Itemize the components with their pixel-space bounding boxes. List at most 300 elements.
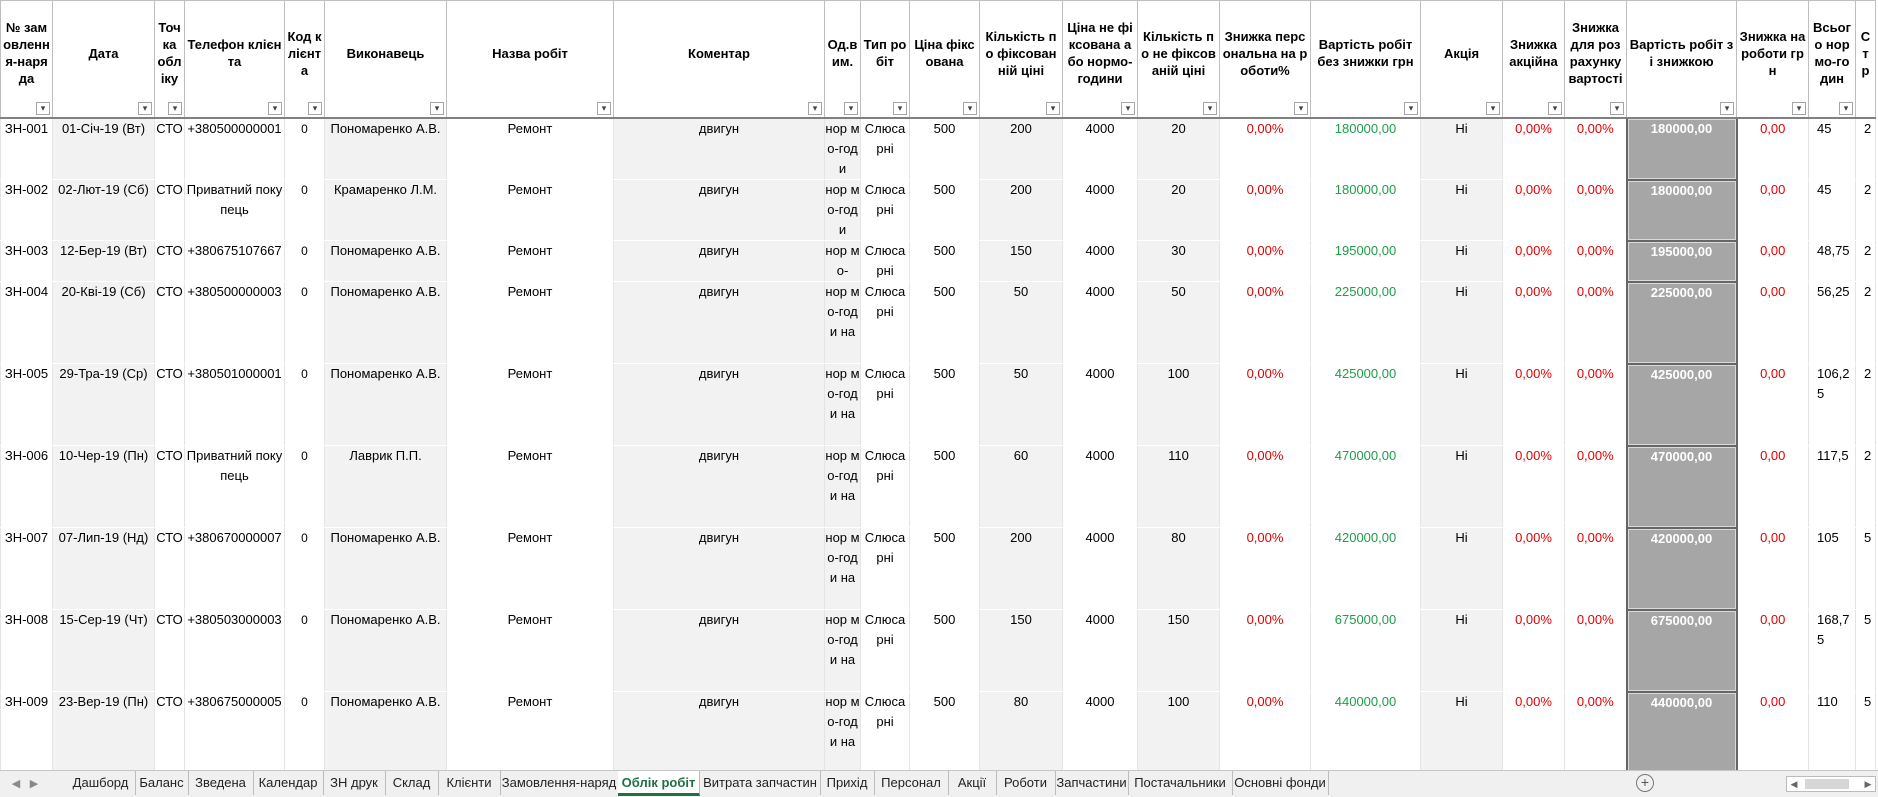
cell-price-nonfixed[interactable]: 4000 xyxy=(1063,241,1138,282)
cell-promo[interactable]: Ні xyxy=(1421,364,1503,446)
cell-cost-nodisc[interactable]: 425000,00 xyxy=(1311,364,1421,446)
cell-unit[interactable]: нор мо-годи на xyxy=(825,446,861,528)
cell-unit[interactable]: нор мо-годи на xyxy=(825,282,861,364)
column-header-label: Акція xyxy=(1443,45,1480,61)
cell-comment[interactable]: двигун xyxy=(614,692,825,771)
tab-scroll-left-icon[interactable]: ◀ xyxy=(11,778,21,790)
cell-date[interactable]: 07-Лип-19 (Нд) xyxy=(53,528,155,610)
cell-executor[interactable]: Пономаренко А.В. xyxy=(325,610,447,692)
cell-phone[interactable]: +380503000003 xyxy=(185,610,285,692)
cell-cost-nodisc[interactable]: 420000,00 xyxy=(1311,528,1421,610)
column-header-label: Кількість по не фіксованій ціні xyxy=(1141,28,1216,78)
cell-disc-calc[interactable]: 0,00% xyxy=(1565,446,1627,528)
sheet-tab[interactable]: Облік робіт xyxy=(618,771,700,796)
cell-cost-disc[interactable]: 420000,00 xyxy=(1627,528,1737,610)
cell-code[interactable]: 0 xyxy=(285,692,325,771)
cell-fixed-price[interactable]: 500 xyxy=(910,446,980,528)
cell-disc-promo[interactable]: 0,00% xyxy=(1503,180,1565,241)
filter-dropdown-icon[interactable]: ▾ xyxy=(36,102,50,115)
cell-extra[interactable]: 2 xyxy=(1856,282,1876,364)
cell-unit[interactable]: нор мо-годи на xyxy=(825,692,861,771)
column-header-disc-personal[interactable] xyxy=(1220,1,1311,119)
cell-unit[interactable]: нор мо- xyxy=(825,241,861,282)
cell-qty-fixed[interactable]: 200 xyxy=(980,118,1063,180)
cell-promo[interactable]: Ні xyxy=(1421,528,1503,610)
cell-extra[interactable]: 2 xyxy=(1856,364,1876,446)
cell-comment[interactable]: двигун xyxy=(614,528,825,610)
column-header-unit[interactable] xyxy=(825,1,861,119)
cell-comment[interactable]: двигун xyxy=(614,610,825,692)
filter-dropdown-icon[interactable]: ▾ xyxy=(308,102,322,115)
cell-promo[interactable]: Ні xyxy=(1421,610,1503,692)
cell-disc-promo[interactable]: 0,00% xyxy=(1503,610,1565,692)
horizontal-scrollbar[interactable] xyxy=(1786,776,1876,792)
sheet-tab-bar xyxy=(0,770,1878,797)
cell-cost-disc[interactable]: 180000,00 xyxy=(1627,180,1737,241)
cell-cost-disc[interactable]: 440000,00 xyxy=(1627,692,1737,771)
column-header-label: Знижка персональна на роботи% xyxy=(1222,28,1308,78)
cell-type[interactable]: Слюса рні xyxy=(861,364,910,446)
cell-work[interactable]: Ремонт xyxy=(447,692,614,771)
cell-qty-nonfixed[interactable]: 20 xyxy=(1138,118,1220,180)
filter-dropdown-icon[interactable]: ▾ xyxy=(1203,102,1217,115)
scroll-left-icon[interactable]: ◀ xyxy=(1790,779,1798,789)
cell-type[interactable]: Слюса рні xyxy=(861,118,910,180)
cell-disc-personal[interactable]: 0,00% xyxy=(1220,180,1311,241)
cell-cost-disc[interactable]: 225000,00 xyxy=(1627,282,1737,364)
cell-hours[interactable]: 106,25 xyxy=(1809,364,1856,446)
column-header-phone[interactable] xyxy=(185,1,285,119)
cell-phone[interactable]: +380675107667 xyxy=(185,241,285,282)
filter-dropdown-icon[interactable]: ▾ xyxy=(430,102,444,115)
cell-fixed-price[interactable]: 500 xyxy=(910,610,980,692)
cell-order[interactable]: ЗН-009 xyxy=(1,692,53,771)
cell-point[interactable]: СТО xyxy=(155,118,185,180)
column-header-disc-grn[interactable] xyxy=(1737,1,1809,119)
cell-disc-personal[interactable]: 0,00% xyxy=(1220,610,1311,692)
cell-point[interactable]: СТО xyxy=(155,364,185,446)
cell-qty-fixed[interactable]: 150 xyxy=(980,241,1063,282)
cell-type[interactable]: Слюса рні xyxy=(861,610,910,692)
cell-disc-grn[interactable]: 0,00 xyxy=(1737,364,1809,446)
cell-hours[interactable]: 45 xyxy=(1809,180,1856,241)
filter-dropdown-icon[interactable]: ▾ xyxy=(1486,102,1500,115)
cell-code[interactable]: 0 xyxy=(285,241,325,282)
filter-dropdown-icon[interactable]: ▾ xyxy=(597,102,611,115)
cell-work[interactable]: Ремонт xyxy=(447,528,614,610)
cell-date[interactable]: 12-Бер-19 (Вт) xyxy=(53,241,155,282)
sheet-tab[interactable]: Зведена xyxy=(188,771,254,795)
cell-price-nonfixed[interactable]: 4000 xyxy=(1063,446,1138,528)
cell-qty-nonfixed[interactable]: 30 xyxy=(1138,241,1220,282)
cell-disc-calc[interactable]: 0,00% xyxy=(1565,610,1627,692)
sheet-tab[interactable]: Постачальники xyxy=(1128,771,1233,795)
column-header-disc-calc[interactable] xyxy=(1565,1,1627,119)
cell-promo[interactable]: Ні xyxy=(1421,118,1503,180)
filter-dropdown-icon[interactable]: ▾ xyxy=(893,102,907,115)
table-row xyxy=(1,446,1876,528)
cell-extra[interactable]: 2 xyxy=(1856,446,1876,528)
cell-phone[interactable]: +380675000005 xyxy=(185,692,285,771)
column-header-label: Назва робіт xyxy=(492,45,568,61)
cell-comment[interactable]: двигун xyxy=(614,282,825,364)
cell-date[interactable]: 10-Чер-19 (Пн) xyxy=(53,446,155,528)
cell-qty-fixed[interactable]: 200 xyxy=(980,528,1063,610)
cell-cost-nodisc[interactable]: 180000,00 xyxy=(1311,180,1421,241)
cell-disc-promo[interactable]: 0,00% xyxy=(1503,692,1565,771)
cell-price-nonfixed[interactable]: 4000 xyxy=(1063,610,1138,692)
cell-date[interactable]: 02-Лют-19 (Сб) xyxy=(53,180,155,241)
sheet-tab[interactable]: Замовлення-наряд xyxy=(500,771,619,795)
cell-point[interactable]: СТО xyxy=(155,241,185,282)
cell-comment[interactable]: двигун xyxy=(614,364,825,446)
cell-disc-grn[interactable]: 0,00 xyxy=(1737,446,1809,528)
cell-disc-calc[interactable]: 0,00% xyxy=(1565,282,1627,364)
cell-extra[interactable]: 5 xyxy=(1856,610,1876,692)
sheet-tab[interactable]: Акції xyxy=(948,771,997,795)
scroll-right-icon[interactable]: ▶ xyxy=(1864,779,1872,789)
cell-hours[interactable]: 105 xyxy=(1809,528,1856,610)
cell-work[interactable]: Ремонт xyxy=(447,118,614,180)
filter-dropdown-icon[interactable]: ▾ xyxy=(268,102,282,115)
column-header-date[interactable] xyxy=(53,1,155,119)
cell-date[interactable]: 29-Тра-19 (Ср) xyxy=(53,364,155,446)
column-header-label: Коментар xyxy=(688,45,750,61)
cell-extra[interactable]: 5 xyxy=(1856,528,1876,610)
cell-disc-promo[interactable]: 0,00% xyxy=(1503,282,1565,364)
cell-hours[interactable]: 110 xyxy=(1809,692,1856,771)
column-header-label: Знижка на роботи грн xyxy=(1739,28,1806,78)
cell-unit[interactable]: нор мо-годи на xyxy=(825,528,861,610)
cell-order[interactable]: ЗН-005 xyxy=(1,364,53,446)
sheet-tab[interactable]: Прихід xyxy=(820,771,875,795)
cell-cost-disc[interactable]: 470000,00 xyxy=(1627,446,1737,528)
cell-price-nonfixed[interactable]: 4000 xyxy=(1063,364,1138,446)
column-header-point[interactable] xyxy=(155,1,185,119)
sheet-tab[interactable]: Роботи xyxy=(996,771,1056,795)
filter-dropdown-icon[interactable]: ▾ xyxy=(808,102,822,115)
cell-disc-promo[interactable]: 0,00% xyxy=(1503,118,1565,180)
cell-disc-calc[interactable]: 0,00% xyxy=(1565,118,1627,180)
cell-code[interactable]: 0 xyxy=(285,610,325,692)
column-header-hours[interactable] xyxy=(1809,1,1856,119)
cell-disc-calc[interactable]: 0,00% xyxy=(1565,692,1627,771)
cell-type[interactable]: Слюса рні xyxy=(861,180,910,241)
cell-executor[interactable]: Крамаренко Л.М. xyxy=(325,180,447,241)
column-header-label: Тип робіт xyxy=(863,37,907,69)
column-header-cost-nodisc[interactable] xyxy=(1311,1,1421,119)
cell-qty-fixed[interactable]: 50 xyxy=(980,282,1063,364)
table-row xyxy=(1,118,1876,180)
cell-fixed-price[interactable]: 500 xyxy=(910,364,980,446)
cell-disc-promo[interactable]: 0,00% xyxy=(1503,241,1565,282)
cell-type[interactable]: Слюса рні xyxy=(861,692,910,771)
column-header-fixed-price[interactable] xyxy=(910,1,980,119)
cell-point[interactable]: СТО xyxy=(155,446,185,528)
column-header-work[interactable] xyxy=(447,1,614,119)
cell-disc-grn[interactable]: 0,00 xyxy=(1737,180,1809,241)
cell-fixed-price[interactable]: 500 xyxy=(910,118,980,180)
cell-order[interactable]: ЗН-006 xyxy=(1,446,53,528)
cell-extra[interactable]: 2 xyxy=(1856,241,1876,282)
cell-unit[interactable]: нор мо-годи на xyxy=(825,364,861,446)
cell-order[interactable]: ЗН-004 xyxy=(1,282,53,364)
cell-code[interactable]: 0 xyxy=(285,528,325,610)
cell-disc-promo[interactable]: 0,00% xyxy=(1503,364,1565,446)
cell-disc-personal[interactable]: 0,00% xyxy=(1220,241,1311,282)
cell-qty-nonfixed[interactable]: 80 xyxy=(1138,528,1220,610)
sheet-tab[interactable]: Персонал xyxy=(874,771,949,795)
cell-executor[interactable]: Пономаренко А.В. xyxy=(325,692,447,771)
column-header-label: Ціна фіксована xyxy=(914,37,975,69)
cell-fixed-price[interactable]: 500 xyxy=(910,180,980,241)
column-header-cost-disc[interactable] xyxy=(1627,1,1737,119)
cell-work[interactable]: Ремонт xyxy=(447,180,614,241)
cell-phone[interactable]: Приватний покупець xyxy=(185,446,285,528)
column-header-qty-nonfixed[interactable] xyxy=(1138,1,1220,119)
cell-hours[interactable]: 117,5 xyxy=(1809,446,1856,528)
cell-promo[interactable]: Ні xyxy=(1421,692,1503,771)
cell-code[interactable]: 0 xyxy=(285,118,325,180)
cell-qty-nonfixed[interactable]: 110 xyxy=(1138,446,1220,528)
cell-code[interactable]: 0 xyxy=(285,282,325,364)
cell-disc-personal[interactable]: 0,00% xyxy=(1220,692,1311,771)
cell-qty-fixed[interactable]: 150 xyxy=(980,610,1063,692)
cell-date[interactable]: 23-Вер-19 (Пн) xyxy=(53,692,155,771)
column-header-label: Дата xyxy=(88,45,119,61)
column-header-label: Виконавець xyxy=(346,45,425,61)
cell-cost-disc[interactable]: 180000,00 xyxy=(1627,118,1737,180)
sheet-tab[interactable]: Календар xyxy=(253,771,324,795)
cell-unit[interactable]: нор мо-годи xyxy=(825,118,861,180)
cell-cost-disc[interactable]: 195000,00 xyxy=(1627,241,1737,282)
cell-executor[interactable]: Пономаренко А.В. xyxy=(325,282,447,364)
cell-cost-disc[interactable]: 675000,00 xyxy=(1627,610,1737,692)
cell-code[interactable]: 0 xyxy=(285,180,325,241)
cell-comment[interactable]: двигун xyxy=(614,446,825,528)
cell-hours[interactable]: 45 xyxy=(1809,118,1856,180)
cell-disc-calc[interactable]: 0,00% xyxy=(1565,180,1627,241)
cell-price-nonfixed[interactable]: 4000 xyxy=(1063,528,1138,610)
column-header-extra[interactable] xyxy=(1856,1,1876,119)
cell-phone[interactable]: +380500000003 xyxy=(185,282,285,364)
cell-qty-fixed[interactable]: 200 xyxy=(980,180,1063,241)
column-header-comment[interactable] xyxy=(614,1,825,119)
column-header-label: Знижка акційна xyxy=(1509,37,1558,69)
filter-dropdown-icon[interactable]: ▾ xyxy=(1121,102,1135,115)
cell-hours[interactable]: 168,75 xyxy=(1809,610,1856,692)
sheet-tab[interactable]: Дашборд xyxy=(66,771,136,795)
filter-dropdown-icon[interactable]: ▾ xyxy=(1792,102,1806,115)
table-row xyxy=(1,528,1876,610)
cell-qty-nonfixed[interactable]: 150 xyxy=(1138,610,1220,692)
filter-dropdown-icon[interactable]: ▾ xyxy=(1839,102,1853,115)
cell-type[interactable]: Слюса рні xyxy=(861,241,910,282)
cell-cost-nodisc[interactable]: 470000,00 xyxy=(1311,446,1421,528)
cell-fixed-price[interactable]: 500 xyxy=(910,241,980,282)
filter-dropdown-icon[interactable]: ▾ xyxy=(1404,102,1418,115)
cell-disc-personal[interactable]: 0,00% xyxy=(1220,446,1311,528)
column-header-label: Всього нормо-годин xyxy=(1813,20,1851,86)
cell-cost-disc[interactable]: 425000,00 xyxy=(1627,364,1737,446)
column-header-promo[interactable] xyxy=(1421,1,1503,119)
tab-scroll-right-icon[interactable]: ▶ xyxy=(29,778,39,790)
cell-executor[interactable]: Пономаренко А.В. xyxy=(325,241,447,282)
scroll-thumb[interactable] xyxy=(1805,779,1849,789)
column-header-price-nonfixed[interactable] xyxy=(1063,1,1138,119)
column-header-executor[interactable] xyxy=(325,1,447,119)
cell-type[interactable]: Слюса рні xyxy=(861,282,910,364)
cell-price-nonfixed[interactable]: 4000 xyxy=(1063,282,1138,364)
cell-fixed-price[interactable]: 500 xyxy=(910,692,980,771)
cell-comment[interactable]: двигун xyxy=(614,180,825,241)
cell-cost-nodisc[interactable]: 675000,00 xyxy=(1311,610,1421,692)
cell-qty-nonfixed[interactable]: 20 xyxy=(1138,180,1220,241)
cell-date[interactable]: 01-Січ-19 (Вт) xyxy=(53,118,155,180)
sheet-tab[interactable]: Запчастини xyxy=(1055,771,1129,795)
column-header-label: Од.в им. xyxy=(827,37,858,69)
filter-dropdown-icon[interactable]: ▾ xyxy=(1720,102,1734,115)
column-header-label: Кількість по фіксованній ціні xyxy=(985,28,1057,78)
add-sheet-icon[interactable]: + xyxy=(1636,774,1654,792)
cell-work[interactable]: Ремонт xyxy=(447,241,614,282)
sheet-tab[interactable]: ЗН друк xyxy=(323,771,386,795)
cell-qty-fixed[interactable]: 80 xyxy=(980,692,1063,771)
cell-work[interactable]: Ремонт xyxy=(447,610,614,692)
cell-disc-grn[interactable]: 0,00 xyxy=(1737,528,1809,610)
cell-disc-promo[interactable]: 0,00% xyxy=(1503,528,1565,610)
cell-extra[interactable]: 2 xyxy=(1856,180,1876,241)
sheet-tab[interactable]: Витрата запчастин xyxy=(700,771,821,795)
cell-promo[interactable]: Ні xyxy=(1421,282,1503,364)
sheet-tab[interactable]: Склад xyxy=(385,771,439,795)
sheet-tab[interactable]: Клієнти xyxy=(438,771,501,795)
cell-disc-grn[interactable]: 0,00 xyxy=(1737,241,1809,282)
cell-disc-personal[interactable]: 0,00% xyxy=(1220,118,1311,180)
cell-date[interactable]: 15-Сер-19 (Чт) xyxy=(53,610,155,692)
cell-promo[interactable]: Ні xyxy=(1421,241,1503,282)
cell-promo[interactable]: Ні xyxy=(1421,446,1503,528)
cell-order[interactable]: ЗН-008 xyxy=(1,610,53,692)
cell-comment[interactable]: двигун xyxy=(614,118,825,180)
cell-phone[interactable]: +380501000001 xyxy=(185,364,285,446)
cell-unit[interactable]: нор мо-годи xyxy=(825,180,861,241)
column-header-label: Вартість робіт зі знижкою xyxy=(1629,37,1734,69)
cell-executor[interactable]: Лаврик П.П. xyxy=(325,446,447,528)
cell-hours[interactable]: 56,25 xyxy=(1809,282,1856,364)
cell-fixed-price[interactable]: 500 xyxy=(910,528,980,610)
cell-work[interactable]: Ремонт xyxy=(447,446,614,528)
cell-point[interactable]: СТО xyxy=(155,528,185,610)
cell-order[interactable]: ЗН-001 xyxy=(1,118,53,180)
filter-dropdown-icon[interactable]: ▾ xyxy=(844,102,858,115)
cell-point[interactable]: СТО xyxy=(155,180,185,241)
cell-work[interactable]: Ремонт xyxy=(447,282,614,364)
cell-point[interactable]: СТО xyxy=(155,282,185,364)
cell-phone[interactable]: Приватний покупець xyxy=(185,180,285,241)
cell-order[interactable]: ЗН-007 xyxy=(1,528,53,610)
cell-cost-nodisc[interactable]: 225000,00 xyxy=(1311,282,1421,364)
cell-code[interactable]: 0 xyxy=(285,364,325,446)
cell-disc-calc[interactable]: 0,00% xyxy=(1565,364,1627,446)
cell-qty-nonfixed[interactable]: 50 xyxy=(1138,282,1220,364)
cell-code[interactable]: 0 xyxy=(285,446,325,528)
cell-qty-fixed[interactable]: 50 xyxy=(980,364,1063,446)
cell-cost-nodisc[interactable]: 180000,00 xyxy=(1311,118,1421,180)
cell-comment[interactable]: двигун xyxy=(614,241,825,282)
cell-extra[interactable]: 2 xyxy=(1856,118,1876,180)
cell-cost-nodisc[interactable]: 440000,00 xyxy=(1311,692,1421,771)
filter-dropdown-icon[interactable]: ▾ xyxy=(1610,102,1624,115)
cell-phone[interactable]: +380500000001 xyxy=(185,118,285,180)
cell-phone[interactable]: +380670000007 xyxy=(185,528,285,610)
filter-dropdown-icon[interactable]: ▾ xyxy=(1046,102,1060,115)
cell-order[interactable]: ЗН-002 xyxy=(1,180,53,241)
cell-disc-grn[interactable]: 0,00 xyxy=(1737,610,1809,692)
cell-unit[interactable]: нор мо-годи на xyxy=(825,610,861,692)
cell-price-nonfixed[interactable]: 4000 xyxy=(1063,118,1138,180)
cell-extra[interactable]: 5 xyxy=(1856,692,1876,771)
column-header-label: Телефон клієнта xyxy=(187,37,282,69)
column-header-code[interactable] xyxy=(285,1,325,119)
column-header-order[interactable] xyxy=(1,1,53,119)
cell-point[interactable]: СТО xyxy=(155,692,185,771)
column-header-label: Ціна не фіксована або нормо-години xyxy=(1067,20,1133,86)
cell-work[interactable]: Ремонт xyxy=(447,364,614,446)
cell-disc-grn[interactable]: 0,00 xyxy=(1737,282,1809,364)
filter-dropdown-icon[interactable]: ▾ xyxy=(168,102,182,115)
column-header-type[interactable] xyxy=(861,1,910,119)
column-header-qty-fixed[interactable] xyxy=(980,1,1063,119)
cell-executor[interactable]: Пономаренко А.В. xyxy=(325,364,447,446)
cell-disc-grn[interactable]: 0,00 xyxy=(1737,692,1809,771)
table-row xyxy=(1,282,1876,364)
cell-qty-nonfixed[interactable]: 100 xyxy=(1138,364,1220,446)
cell-date[interactable]: 20-Кві-19 (Сб) xyxy=(53,282,155,364)
column-header-label: Знижка для розрахунку вартості xyxy=(1568,20,1623,86)
cell-qty-fixed[interactable]: 60 xyxy=(980,446,1063,528)
cell-price-nonfixed[interactable]: 4000 xyxy=(1063,692,1138,771)
cell-executor[interactable]: Пономаренко А.В. xyxy=(325,528,447,610)
filter-dropdown-icon[interactable]: ▾ xyxy=(138,102,152,115)
column-header-label: Код клієнта xyxy=(287,28,322,78)
filter-dropdown-icon[interactable]: ▾ xyxy=(1548,102,1562,115)
cell-disc-personal[interactable]: 0,00% xyxy=(1220,528,1311,610)
cell-fixed-price[interactable]: 500 xyxy=(910,282,980,364)
cell-point[interactable]: СТО xyxy=(155,610,185,692)
cell-promo[interactable]: Ні xyxy=(1421,180,1503,241)
cell-disc-personal[interactable]: 0,00% xyxy=(1220,364,1311,446)
cell-disc-promo[interactable]: 0,00% xyxy=(1503,446,1565,528)
column-header-disc-promo[interactable] xyxy=(1503,1,1565,119)
sheet-tab[interactable]: Баланс xyxy=(135,771,189,795)
cell-order[interactable]: ЗН-003 xyxy=(1,241,53,282)
filter-dropdown-icon[interactable]: ▾ xyxy=(963,102,977,115)
cell-type[interactable]: Слюса рні xyxy=(861,446,910,528)
cell-disc-personal[interactable]: 0,00% xyxy=(1220,282,1311,364)
filter-dropdown-icon[interactable]: ▾ xyxy=(1294,102,1308,115)
cell-disc-grn[interactable]: 0,00 xyxy=(1737,118,1809,180)
cell-price-nonfixed[interactable]: 4000 xyxy=(1063,180,1138,241)
cell-hours[interactable]: 48,75 xyxy=(1809,241,1856,282)
sheet-tab[interactable]: Основні фонди xyxy=(1232,771,1329,795)
cell-type[interactable]: Слюса рні xyxy=(861,528,910,610)
cell-executor[interactable]: Пономаренко А.В. xyxy=(325,118,447,180)
cell-disc-calc[interactable]: 0,00% xyxy=(1565,528,1627,610)
cell-qty-nonfixed[interactable]: 100 xyxy=(1138,692,1220,771)
cell-disc-calc[interactable]: 0,00% xyxy=(1565,241,1627,282)
cell-cost-nodisc[interactable]: 195000,00 xyxy=(1311,241,1421,282)
